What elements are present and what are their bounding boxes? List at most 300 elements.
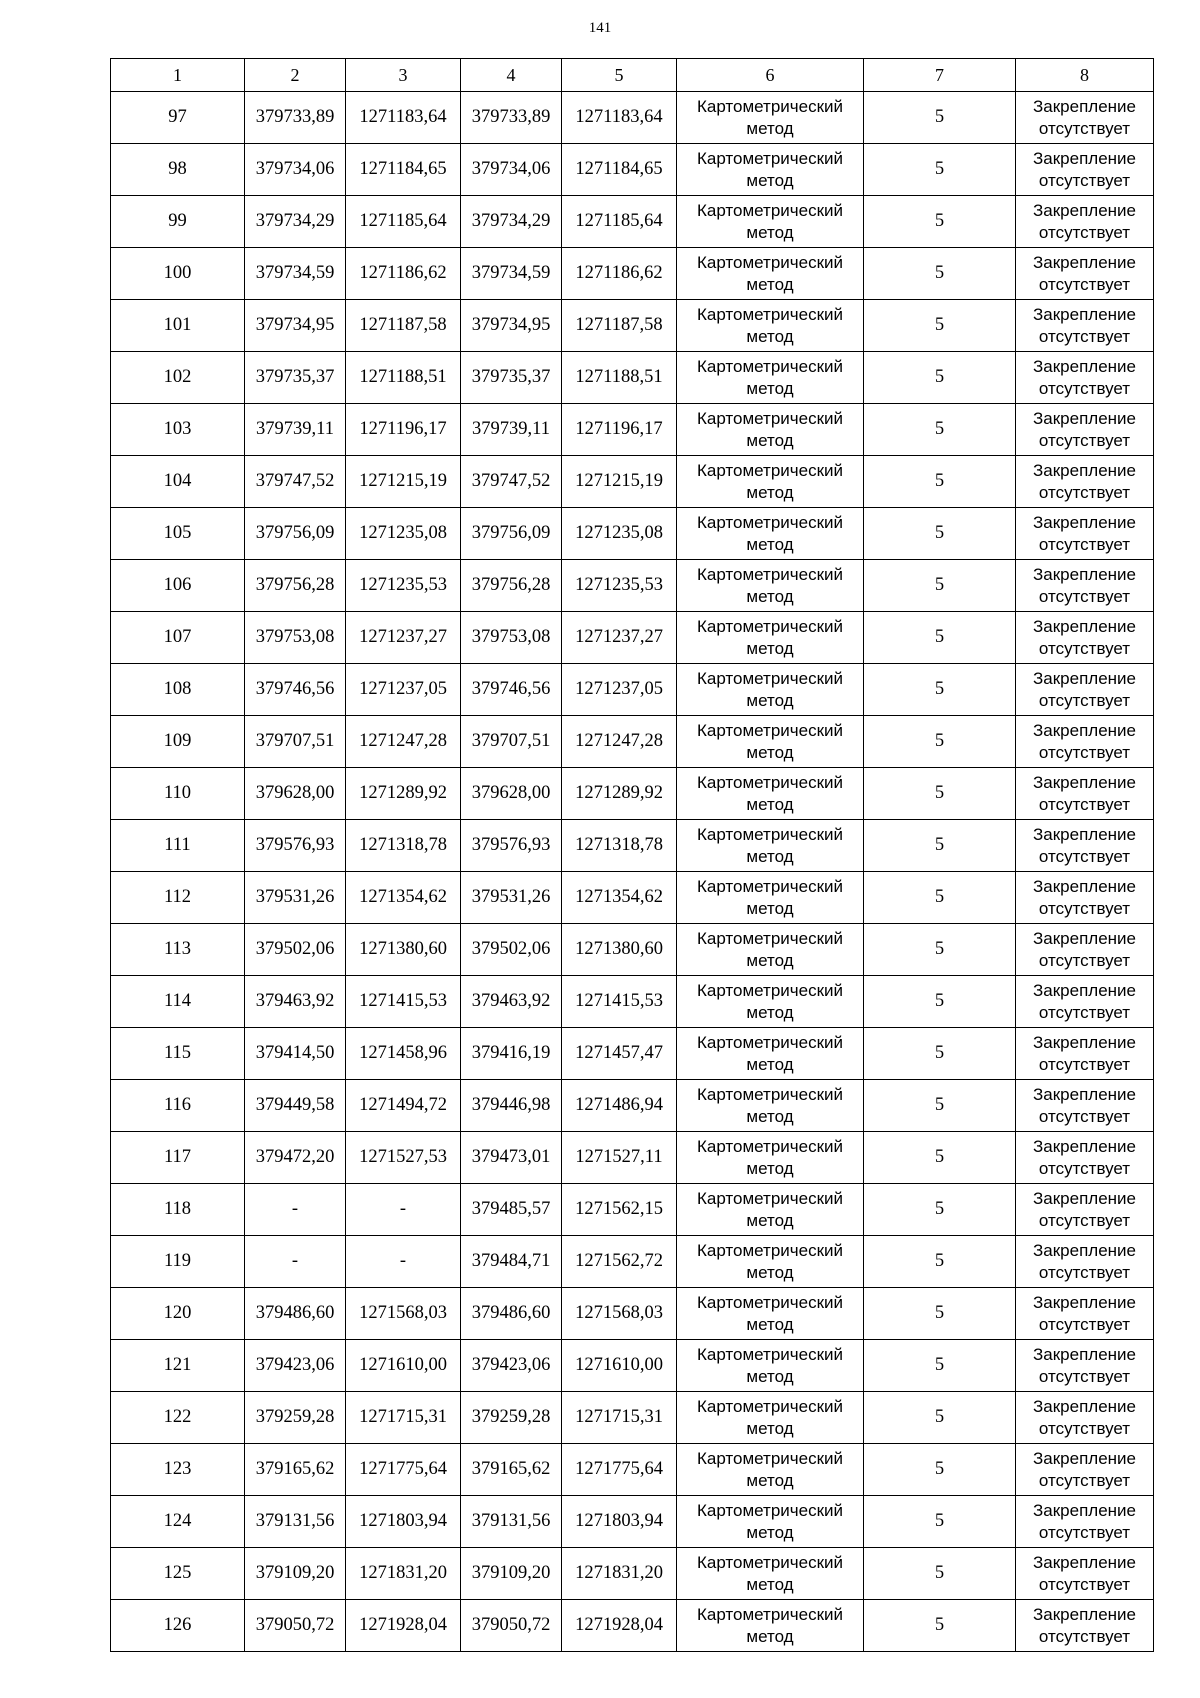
method-text-line: Картометрический	[696, 772, 844, 792]
method-cell	[677, 1132, 864, 1184]
y-new-cell: 1271715,31	[562, 1392, 677, 1444]
header-row	[111, 59, 1154, 92]
method-text-line: Картометрический	[696, 1604, 844, 1624]
method-cell	[677, 508, 864, 560]
fixation-cell	[1016, 612, 1154, 664]
table-row	[111, 872, 1154, 924]
x-new-cell: 379756,09	[461, 508, 562, 560]
x-existing-cell: 379733,89	[245, 92, 346, 144]
point-number-cell: 107	[111, 612, 245, 664]
y-new-cell: 1271185,64	[562, 196, 677, 248]
y-new-cell: 1271235,53	[562, 560, 677, 612]
x-new-cell: 379416,19	[461, 1028, 562, 1080]
method-text-line: метод	[746, 690, 794, 710]
y-existing-cell: 1271237,05	[346, 664, 461, 716]
fixation-text-line: Закрепление	[1033, 1396, 1136, 1416]
method-text-line: Картометрический	[696, 512, 844, 532]
y-existing-cell: 1271318,78	[346, 820, 461, 872]
method-text-line: метод	[746, 274, 794, 294]
method-text-line: метод	[746, 950, 794, 970]
fixation-text-line: отсутствует	[1038, 326, 1131, 346]
accuracy-cell: 5	[864, 1288, 1016, 1340]
method-cell	[677, 300, 864, 352]
x-new-cell: 379109,20	[461, 1548, 562, 1600]
x-existing-cell: 379628,00	[245, 768, 346, 820]
x-new-cell: 379486,60	[461, 1288, 562, 1340]
fixation-text-line: отсутствует	[1038, 794, 1131, 814]
y-new-cell: 1271215,19	[562, 456, 677, 508]
accuracy-cell: 5	[864, 1028, 1016, 1080]
y-existing-cell: 1271494,72	[346, 1080, 461, 1132]
x-new-cell: 379734,59	[461, 248, 562, 300]
fixation-text-line: отсутствует	[1038, 1418, 1131, 1438]
accuracy-cell: 5	[864, 1392, 1016, 1444]
point-number-cell: 111	[111, 820, 245, 872]
fixation-cell	[1016, 456, 1154, 508]
y-existing-cell: 1271187,58	[346, 300, 461, 352]
x-new-cell: 379485,57	[461, 1184, 562, 1236]
method-text-line: Картометрический	[696, 1084, 844, 1104]
fixation-text-line: отсутствует	[1038, 1470, 1131, 1490]
method-text-line: метод	[746, 1366, 794, 1386]
x-existing-cell: 379756,09	[245, 508, 346, 560]
method-text-line: метод	[746, 222, 794, 242]
x-new-cell: 379707,51	[461, 716, 562, 768]
table-row	[111, 1080, 1154, 1132]
fixation-text-line: отсутствует	[1038, 950, 1131, 970]
y-new-cell: 1271486,94	[562, 1080, 677, 1132]
method-cell	[677, 976, 864, 1028]
fixation-text-line: отсутствует	[1038, 274, 1131, 294]
table-row	[111, 1548, 1154, 1600]
method-text-line: Картометрический	[696, 148, 844, 168]
x-new-cell: 379733,89	[461, 92, 562, 144]
y-existing-cell: 1271928,04	[346, 1600, 461, 1652]
table-row	[111, 248, 1154, 300]
point-number-cell: 98	[111, 144, 245, 196]
table-row	[111, 196, 1154, 248]
method-text-line: Картометрический	[696, 616, 844, 636]
point-number-cell: 122	[111, 1392, 245, 1444]
point-number-cell: 123	[111, 1444, 245, 1496]
fixation-text-line: отсутствует	[1038, 1262, 1131, 1282]
fixation-text-line: Закрепление	[1033, 1604, 1136, 1624]
column-header-5: 5	[562, 59, 677, 92]
method-text-line: Картометрический	[696, 1240, 844, 1260]
method-text-line: Картометрический	[696, 200, 844, 220]
x-new-cell: 379484,71	[461, 1236, 562, 1288]
fixation-text-line: отсутствует	[1038, 1626, 1131, 1646]
accuracy-cell: 5	[864, 248, 1016, 300]
y-existing-cell: 1271247,28	[346, 716, 461, 768]
y-existing-cell: 1271186,62	[346, 248, 461, 300]
y-new-cell: 1271247,28	[562, 716, 677, 768]
fixation-text-line: отсутствует	[1038, 1366, 1131, 1386]
method-cell	[677, 664, 864, 716]
y-new-cell: 1271196,17	[562, 404, 677, 456]
table-row	[111, 976, 1154, 1028]
point-number-cell: 116	[111, 1080, 245, 1132]
y-new-cell: 1271188,51	[562, 352, 677, 404]
y-existing-cell: 1271235,53	[346, 560, 461, 612]
method-cell	[677, 768, 864, 820]
accuracy-cell: 5	[864, 1236, 1016, 1288]
y-new-cell: 1271380,60	[562, 924, 677, 976]
method-cell	[677, 1028, 864, 1080]
x-existing-cell: 379734,29	[245, 196, 346, 248]
y-existing-cell: 1271237,27	[346, 612, 461, 664]
point-number-cell: 120	[111, 1288, 245, 1340]
y-existing-cell: -	[346, 1236, 461, 1288]
x-new-cell: 379446,98	[461, 1080, 562, 1132]
x-existing-cell: 379734,95	[245, 300, 346, 352]
x-existing-cell: 379472,20	[245, 1132, 346, 1184]
table-row	[111, 1236, 1154, 1288]
y-existing-cell: 1271188,51	[346, 352, 461, 404]
x-new-cell: 379463,92	[461, 976, 562, 1028]
accuracy-cell: 5	[864, 976, 1016, 1028]
fixation-text-line: отсутствует	[1038, 1002, 1131, 1022]
x-existing-cell: 379576,93	[245, 820, 346, 872]
point-number-cell: 108	[111, 664, 245, 716]
column-header-4: 4	[461, 59, 562, 92]
accuracy-cell: 5	[864, 820, 1016, 872]
y-new-cell: 1271562,72	[562, 1236, 677, 1288]
fixation-text-line: отсутствует	[1038, 118, 1131, 138]
x-new-cell: 379739,11	[461, 404, 562, 456]
method-text-line: метод	[746, 846, 794, 866]
method-text-line: метод	[746, 586, 794, 606]
x-existing-cell: 379423,06	[245, 1340, 346, 1392]
fixation-cell	[1016, 1548, 1154, 1600]
accuracy-cell: 5	[864, 1184, 1016, 1236]
y-existing-cell: 1271184,65	[346, 144, 461, 196]
table-row	[111, 1600, 1154, 1652]
accuracy-cell: 5	[864, 768, 1016, 820]
accuracy-cell: 5	[864, 1548, 1016, 1600]
point-number-cell: 115	[111, 1028, 245, 1080]
fixation-text-line: отсутствует	[1038, 742, 1131, 762]
accuracy-cell: 5	[864, 1444, 1016, 1496]
x-existing-cell: 379734,59	[245, 248, 346, 300]
y-existing-cell: 1271354,62	[346, 872, 461, 924]
method-text-line: Картометрический	[696, 1292, 844, 1312]
x-new-cell: 379473,01	[461, 1132, 562, 1184]
column-header-1: 1	[111, 59, 245, 92]
method-cell	[677, 1080, 864, 1132]
accuracy-cell: 5	[864, 352, 1016, 404]
method-cell	[677, 1444, 864, 1496]
fixation-text-line: отсутствует	[1038, 586, 1131, 606]
method-cell	[677, 456, 864, 508]
fixation-text-line: Закрепление	[1033, 96, 1136, 116]
table-row	[111, 300, 1154, 352]
x-existing-cell: -	[245, 1184, 346, 1236]
fixation-text-line: Закрепление	[1033, 1344, 1136, 1364]
method-text-line: Картометрический	[696, 1136, 844, 1156]
table-row	[111, 664, 1154, 716]
method-text-line: метод	[746, 1574, 794, 1594]
table-row	[111, 768, 1154, 820]
table-row	[111, 404, 1154, 456]
table-row	[111, 1444, 1154, 1496]
fixation-text-line: отсутствует	[1038, 898, 1131, 918]
method-text-line: метод	[746, 1106, 794, 1126]
x-new-cell: 379735,37	[461, 352, 562, 404]
y-existing-cell: 1271215,19	[346, 456, 461, 508]
method-text-line: Картометрический	[696, 1344, 844, 1364]
x-existing-cell: 379449,58	[245, 1080, 346, 1132]
column-header-7: 7	[864, 59, 1016, 92]
point-number-cell: 114	[111, 976, 245, 1028]
accuracy-cell: 5	[864, 1132, 1016, 1184]
method-text-line: метод	[746, 1314, 794, 1334]
fixation-cell	[1016, 1184, 1154, 1236]
point-number-cell: 110	[111, 768, 245, 820]
fixation-text-line: Закрепление	[1033, 1240, 1136, 1260]
fixation-text-line: Закрепление	[1033, 200, 1136, 220]
column-header-8: 8	[1016, 59, 1154, 92]
x-existing-cell: 379259,28	[245, 1392, 346, 1444]
accuracy-cell: 5	[864, 716, 1016, 768]
y-new-cell: 1271831,20	[562, 1548, 677, 1600]
y-new-cell: 1271186,62	[562, 248, 677, 300]
fixation-cell	[1016, 1132, 1154, 1184]
fixation-text-line: Закрепление	[1033, 252, 1136, 272]
method-cell	[677, 872, 864, 924]
x-new-cell: 379734,29	[461, 196, 562, 248]
table-row	[111, 352, 1154, 404]
accuracy-cell: 5	[864, 1080, 1016, 1132]
accuracy-cell: 5	[864, 1600, 1016, 1652]
y-existing-cell: 1271380,60	[346, 924, 461, 976]
y-new-cell: 1271568,03	[562, 1288, 677, 1340]
method-text-line: метод	[746, 1262, 794, 1282]
point-number-cell: 126	[111, 1600, 245, 1652]
method-cell	[677, 1496, 864, 1548]
method-cell	[677, 1600, 864, 1652]
x-existing-cell: 379747,52	[245, 456, 346, 508]
y-new-cell: 1271562,15	[562, 1184, 677, 1236]
fixation-text-line: Закрепление	[1033, 1188, 1136, 1208]
fixation-text-line: Закрепление	[1033, 1500, 1136, 1520]
x-existing-cell: 379735,37	[245, 352, 346, 404]
fixation-cell	[1016, 1496, 1154, 1548]
x-existing-cell: 379746,56	[245, 664, 346, 716]
point-number-cell: 121	[111, 1340, 245, 1392]
fixation-text-line: отсутствует	[1038, 1054, 1131, 1074]
method-cell	[677, 1392, 864, 1444]
method-cell	[677, 1236, 864, 1288]
method-text-line: метод	[746, 1158, 794, 1178]
method-text-line: Картометрический	[696, 1396, 844, 1416]
method-text-line: Картометрический	[696, 460, 844, 480]
fixation-text-line: Закрепление	[1033, 460, 1136, 480]
fixation-text-line: Закрепление	[1033, 356, 1136, 376]
fixation-cell	[1016, 508, 1154, 560]
accuracy-cell: 5	[864, 1340, 1016, 1392]
accuracy-cell: 5	[864, 404, 1016, 456]
column-header-2: 2	[245, 59, 346, 92]
y-new-cell: 1271775,64	[562, 1444, 677, 1496]
y-new-cell: 1271527,11	[562, 1132, 677, 1184]
fixation-cell	[1016, 664, 1154, 716]
method-text-line: Картометрический	[696, 1552, 844, 1572]
fixation-text-line: отсутствует	[1038, 638, 1131, 658]
fixation-cell	[1016, 560, 1154, 612]
y-existing-cell: 1271185,64	[346, 196, 461, 248]
x-new-cell: 379747,52	[461, 456, 562, 508]
method-text-line: метод	[746, 1002, 794, 1022]
x-new-cell: 379734,06	[461, 144, 562, 196]
y-existing-cell: 1271183,64	[346, 92, 461, 144]
point-number-cell: 97	[111, 92, 245, 144]
fixation-text-line: Закрепление	[1033, 1136, 1136, 1156]
method-text-line: метод	[746, 1626, 794, 1646]
fixation-text-line: Закрепление	[1033, 616, 1136, 636]
fixation-text-line: отсутствует	[1038, 1574, 1131, 1594]
fixation-text-line: Закрепление	[1033, 408, 1136, 428]
y-existing-cell: 1271527,53	[346, 1132, 461, 1184]
x-existing-cell: 379531,26	[245, 872, 346, 924]
x-existing-cell: 379414,50	[245, 1028, 346, 1080]
x-new-cell: 379531,26	[461, 872, 562, 924]
y-new-cell: 1271237,27	[562, 612, 677, 664]
method-text-line: метод	[746, 794, 794, 814]
fixation-cell	[1016, 768, 1154, 820]
coordinates-table	[110, 58, 1154, 1652]
y-new-cell: 1271289,92	[562, 768, 677, 820]
table-row	[111, 560, 1154, 612]
method-text-line: Картометрический	[696, 252, 844, 272]
point-number-cell: 100	[111, 248, 245, 300]
method-text-line: метод	[746, 638, 794, 658]
fixation-text-line: отсутствует	[1038, 1210, 1131, 1230]
method-text-line: метод	[746, 534, 794, 554]
fixation-cell	[1016, 976, 1154, 1028]
method-text-line: Картометрический	[696, 720, 844, 740]
fixation-cell	[1016, 820, 1154, 872]
y-existing-cell: 1271196,17	[346, 404, 461, 456]
fixation-text-line: Закрепление	[1033, 980, 1136, 1000]
x-new-cell: 379423,06	[461, 1340, 562, 1392]
x-existing-cell: 379165,62	[245, 1444, 346, 1496]
x-new-cell: 379756,28	[461, 560, 562, 612]
fixation-text-line: Закрепление	[1033, 1292, 1136, 1312]
y-new-cell: 1271184,65	[562, 144, 677, 196]
method-text-line: метод	[746, 1418, 794, 1438]
table-row	[111, 612, 1154, 664]
accuracy-cell: 5	[864, 1496, 1016, 1548]
fixation-cell	[1016, 352, 1154, 404]
method-text-line: Картометрический	[696, 1188, 844, 1208]
x-existing-cell: 379739,11	[245, 404, 346, 456]
fixation-cell	[1016, 716, 1154, 768]
accuracy-cell: 5	[864, 612, 1016, 664]
y-new-cell: 1271457,47	[562, 1028, 677, 1080]
y-existing-cell: 1271715,31	[346, 1392, 461, 1444]
method-text-line: Картометрический	[696, 1032, 844, 1052]
x-existing-cell: 379486,60	[245, 1288, 346, 1340]
table-row	[111, 1184, 1154, 1236]
fixation-text-line: отсутствует	[1038, 1522, 1131, 1542]
x-existing-cell: 379734,06	[245, 144, 346, 196]
fixation-text-line: отсутствует	[1038, 1314, 1131, 1334]
fixation-cell	[1016, 1236, 1154, 1288]
fixation-text-line: Закрепление	[1033, 1448, 1136, 1468]
accuracy-cell: 5	[864, 300, 1016, 352]
method-text-line: метод	[746, 482, 794, 502]
fixation-text-line: Закрепление	[1033, 564, 1136, 584]
method-text-line: Картометрический	[696, 668, 844, 688]
y-new-cell: 1271187,58	[562, 300, 677, 352]
fixation-text-line: Закрепление	[1033, 1084, 1136, 1104]
method-cell	[677, 1184, 864, 1236]
x-new-cell: 379628,00	[461, 768, 562, 820]
fixation-text-line: отсутствует	[1038, 690, 1131, 710]
fixation-cell	[1016, 92, 1154, 144]
table-row	[111, 1392, 1154, 1444]
fixation-cell	[1016, 196, 1154, 248]
table-row	[111, 1496, 1154, 1548]
x-new-cell: 379259,28	[461, 1392, 562, 1444]
method-cell	[677, 144, 864, 196]
table-row	[111, 508, 1154, 560]
method-text-line: Картометрический	[696, 304, 844, 324]
table-row	[111, 456, 1154, 508]
accuracy-cell: 5	[864, 508, 1016, 560]
fixation-text-line: Закрепление	[1033, 928, 1136, 948]
method-cell	[677, 1548, 864, 1600]
method-text-line: Картометрический	[696, 1500, 844, 1520]
method-cell	[677, 612, 864, 664]
point-number-cell: 104	[111, 456, 245, 508]
method-text-line: Картометрический	[696, 876, 844, 896]
table-row	[111, 1132, 1154, 1184]
method-text-line: метод	[746, 378, 794, 398]
fixation-text-line: Закрепление	[1033, 772, 1136, 792]
column-header-3: 3	[346, 59, 461, 92]
fixation-text-line: Закрепление	[1033, 512, 1136, 532]
accuracy-cell: 5	[864, 456, 1016, 508]
table-row	[111, 144, 1154, 196]
fixation-text-line: отсутствует	[1038, 534, 1131, 554]
point-number-cell: 99	[111, 196, 245, 248]
method-text-line: Картометрический	[696, 96, 844, 116]
method-cell	[677, 352, 864, 404]
x-existing-cell: 379756,28	[245, 560, 346, 612]
y-existing-cell: 1271415,53	[346, 976, 461, 1028]
x-new-cell: 379050,72	[461, 1600, 562, 1652]
x-existing-cell: 379109,20	[245, 1548, 346, 1600]
method-text-line: метод	[746, 1054, 794, 1074]
y-existing-cell: 1271775,64	[346, 1444, 461, 1496]
point-number-cell: 103	[111, 404, 245, 456]
fixation-text-line: отсутствует	[1038, 170, 1131, 190]
page-number: 141	[588, 20, 612, 36]
fixation-text-line: отсутствует	[1038, 482, 1131, 502]
fixation-cell	[1016, 144, 1154, 196]
table-row	[111, 1340, 1154, 1392]
point-number-cell: 101	[111, 300, 245, 352]
table-body	[111, 92, 1154, 1652]
accuracy-cell: 5	[864, 92, 1016, 144]
point-number-cell: 112	[111, 872, 245, 924]
method-text-line: Картометрический	[696, 1448, 844, 1468]
accuracy-cell: 5	[864, 872, 1016, 924]
method-text-line: метод	[746, 742, 794, 762]
fixation-cell	[1016, 872, 1154, 924]
